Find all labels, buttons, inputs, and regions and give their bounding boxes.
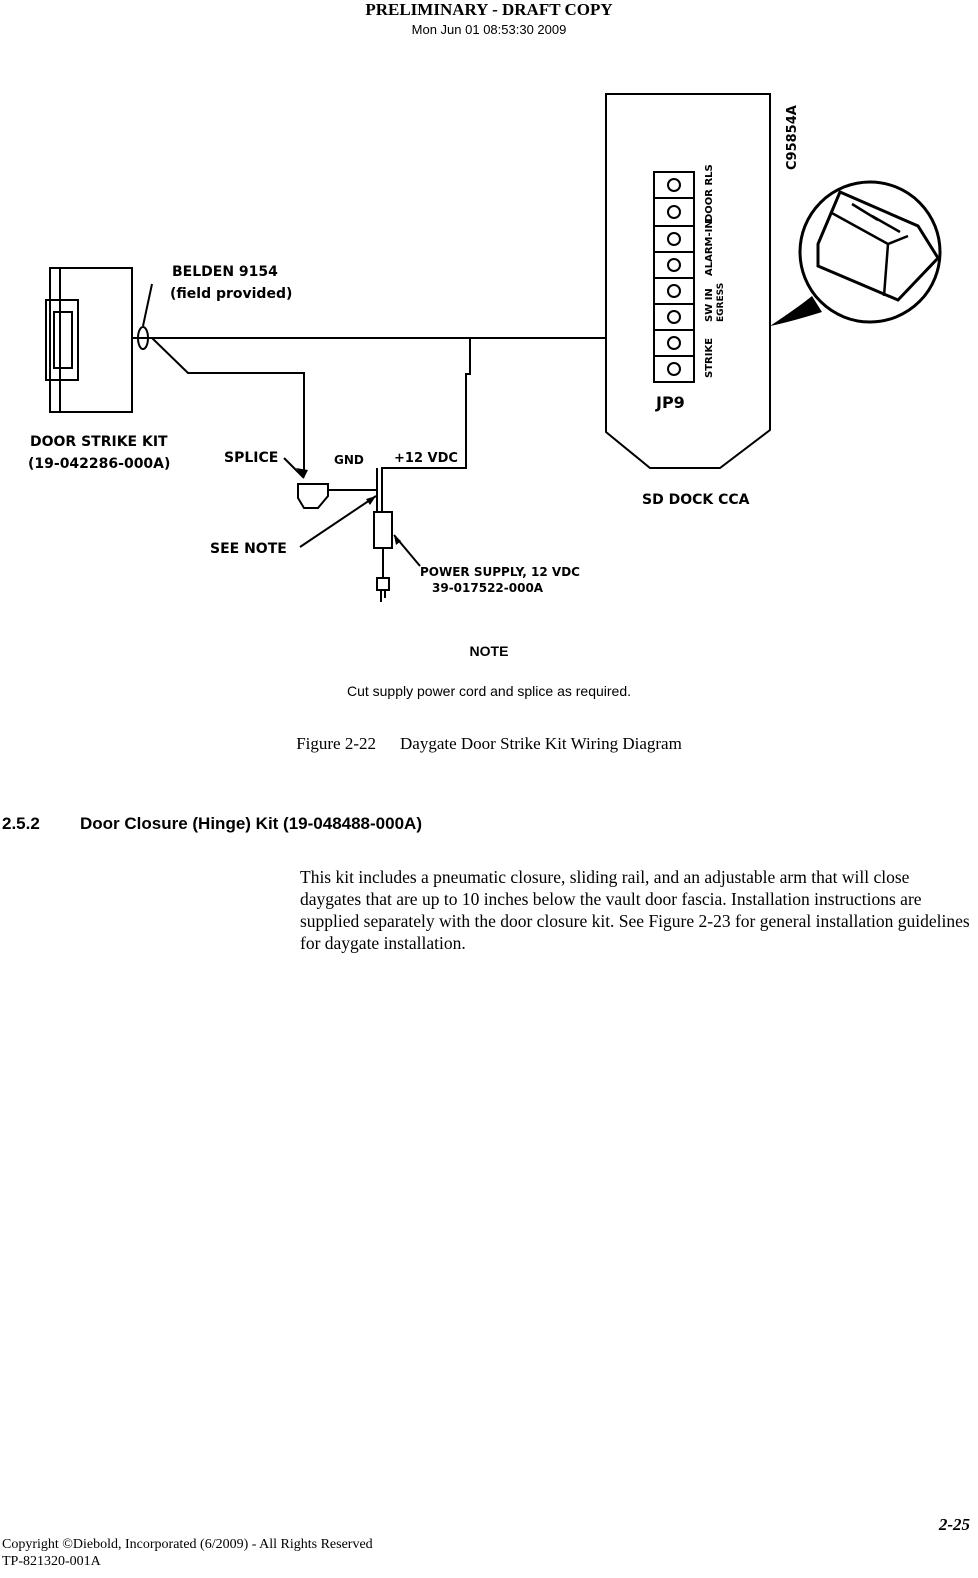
sd-dock-cca-label: SD DOCK CCA	[642, 492, 750, 508]
door-strike-body	[50, 268, 132, 412]
door-rls-label: DOOR RLS	[704, 164, 715, 222]
wiring-diagram	[0, 80, 978, 620]
section-heading	[2, 814, 422, 834]
belden-label: BELDEN 9154	[172, 264, 278, 280]
copyright-notice: Copyright ©Diebold, Incorporated (6/2009) - All Rights Reserved	[2, 1537, 373, 1552]
power-supply-pn-label: 39-017522-000A	[432, 581, 544, 595]
page-number: 2-25	[938, 1515, 970, 1534]
connector-detail-circle	[800, 182, 940, 322]
sd-dock-board-outline	[606, 94, 770, 468]
gnd-label: GND	[334, 453, 364, 467]
see-note-label: SEE NOTE	[210, 541, 287, 557]
door-strike-kit-label: DOOR STRIKE KIT	[30, 434, 168, 450]
plus12vdc-label: +12 VDC	[394, 451, 458, 466]
strike-label: STRIKE	[704, 337, 715, 378]
note-text: Cut supply power cord and splice as required.	[346, 683, 632, 699]
door-strike-kit-pn-label: (19-042286-000A)	[28, 456, 171, 472]
power-supply-label: POWER SUPPLY, 12 VDC	[420, 565, 580, 579]
splice-connector	[298, 484, 328, 508]
sw-in-label: SW IN	[704, 288, 715, 322]
egress-label: EGRESS	[716, 282, 726, 322]
power-supply-block	[374, 512, 392, 548]
section-body-paragraph: This kit includes a pneumatic closure, sliding rail, and an adjustable arm that will close daygates that are up to 10 inches below the vault door fascia. Installation instructions are supplied separately with the door closure kit. See Figure 2-23 for general installation guidelines for daygate installation.	[300, 867, 970, 953]
field-provided-label: (field provided)	[170, 286, 293, 302]
draft-header-title: PRELIMINARY - DRAFT COPY	[365, 0, 613, 19]
figure-caption-text: Daygate Door Strike Kit Wiring Diagram	[400, 734, 682, 753]
detail-callout-wedge	[770, 296, 822, 326]
section-number: 2.5.2	[2, 814, 40, 833]
figure-caption	[0, 734, 978, 754]
figure-number: Figure 2-22	[296, 734, 376, 753]
alarm-in-label: ALARM-IN	[704, 220, 715, 276]
document-id: TP-821320-001A	[2, 1554, 101, 1569]
jp9-label: JP9	[656, 393, 685, 412]
splice-label: SPLICE	[224, 450, 279, 466]
section-title: Door Closure (Hinge) Kit (19-048488-000A)	[80, 814, 422, 833]
drawing-id-label: C95854A	[785, 105, 800, 170]
note-heading: NOTE	[469, 643, 509, 659]
draft-header-date: Mon Jun 01 08:53:30 2009	[411, 22, 567, 37]
